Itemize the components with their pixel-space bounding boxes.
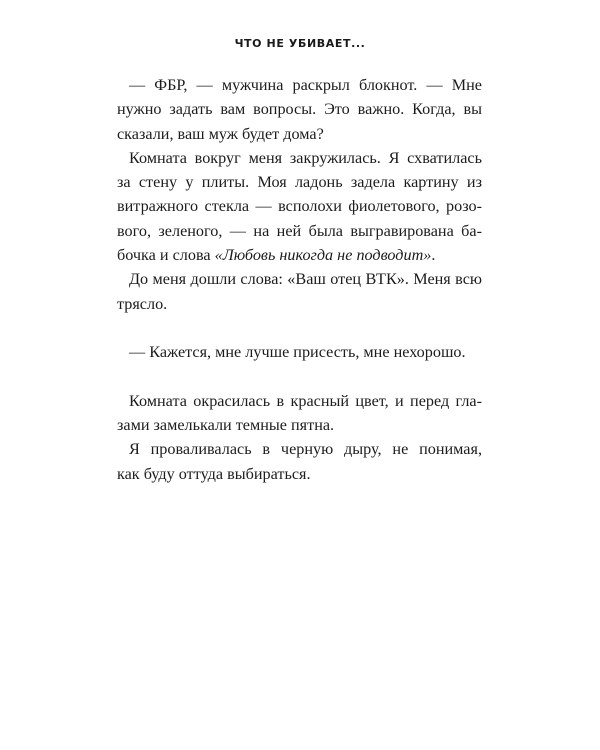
text-line: нужно задать вам вопросы. Это важно. Когда, вы bbox=[117, 100, 482, 119]
text-line: сказали, ваш муж будет дома? bbox=[117, 124, 324, 143]
text-line: Комната окрасилась в красный цвет, и перед гла- bbox=[129, 391, 482, 410]
paragraph-6 bbox=[117, 437, 482, 486]
quoted-phrase: «Любовь никогда не подводит» bbox=[214, 246, 432, 265]
text-line: как буду оттуда выбираться. bbox=[117, 464, 311, 483]
text-line: — ФБР, — мужчина раскрыл блокнот. — Мне bbox=[129, 76, 482, 94]
text-line: трясло. bbox=[117, 294, 168, 313]
text-line: — Кажется, мне лучше присесть, мне нехорошо. bbox=[129, 343, 466, 362]
text-line: Я проваливалась в черную дыру, не понимая, bbox=[129, 440, 482, 459]
running-head: ЧТО НЕ УБИВАЕТ... bbox=[234, 37, 366, 50]
paragraph-3 bbox=[117, 267, 482, 316]
text-line: зами замелькали темные пятна. bbox=[117, 416, 335, 435]
text-line: витражного стекла — всполохи фиолетового, розо- bbox=[117, 197, 482, 216]
paragraph-4 bbox=[117, 340, 482, 364]
paragraph-1 bbox=[117, 73, 482, 146]
text-fragment: . bbox=[431, 246, 436, 265]
text-line: Комната вокруг меня закружилась. Я схватилась bbox=[129, 148, 482, 167]
text-line: вого, зеленого, — на ней была выгравирована ба- bbox=[117, 221, 482, 240]
text-line: До меня дошли слова: «Ваш отец ВТК». Меня всю bbox=[129, 270, 482, 289]
text-line-mixed bbox=[117, 243, 482, 267]
paragraph-2 bbox=[117, 146, 482, 267]
paragraph-5 bbox=[117, 389, 482, 438]
text-line: за стену у плиты. Моя ладонь задела картину из bbox=[117, 173, 482, 192]
body-text bbox=[117, 73, 482, 486]
text-fragment: бочка и слова bbox=[117, 246, 215, 265]
